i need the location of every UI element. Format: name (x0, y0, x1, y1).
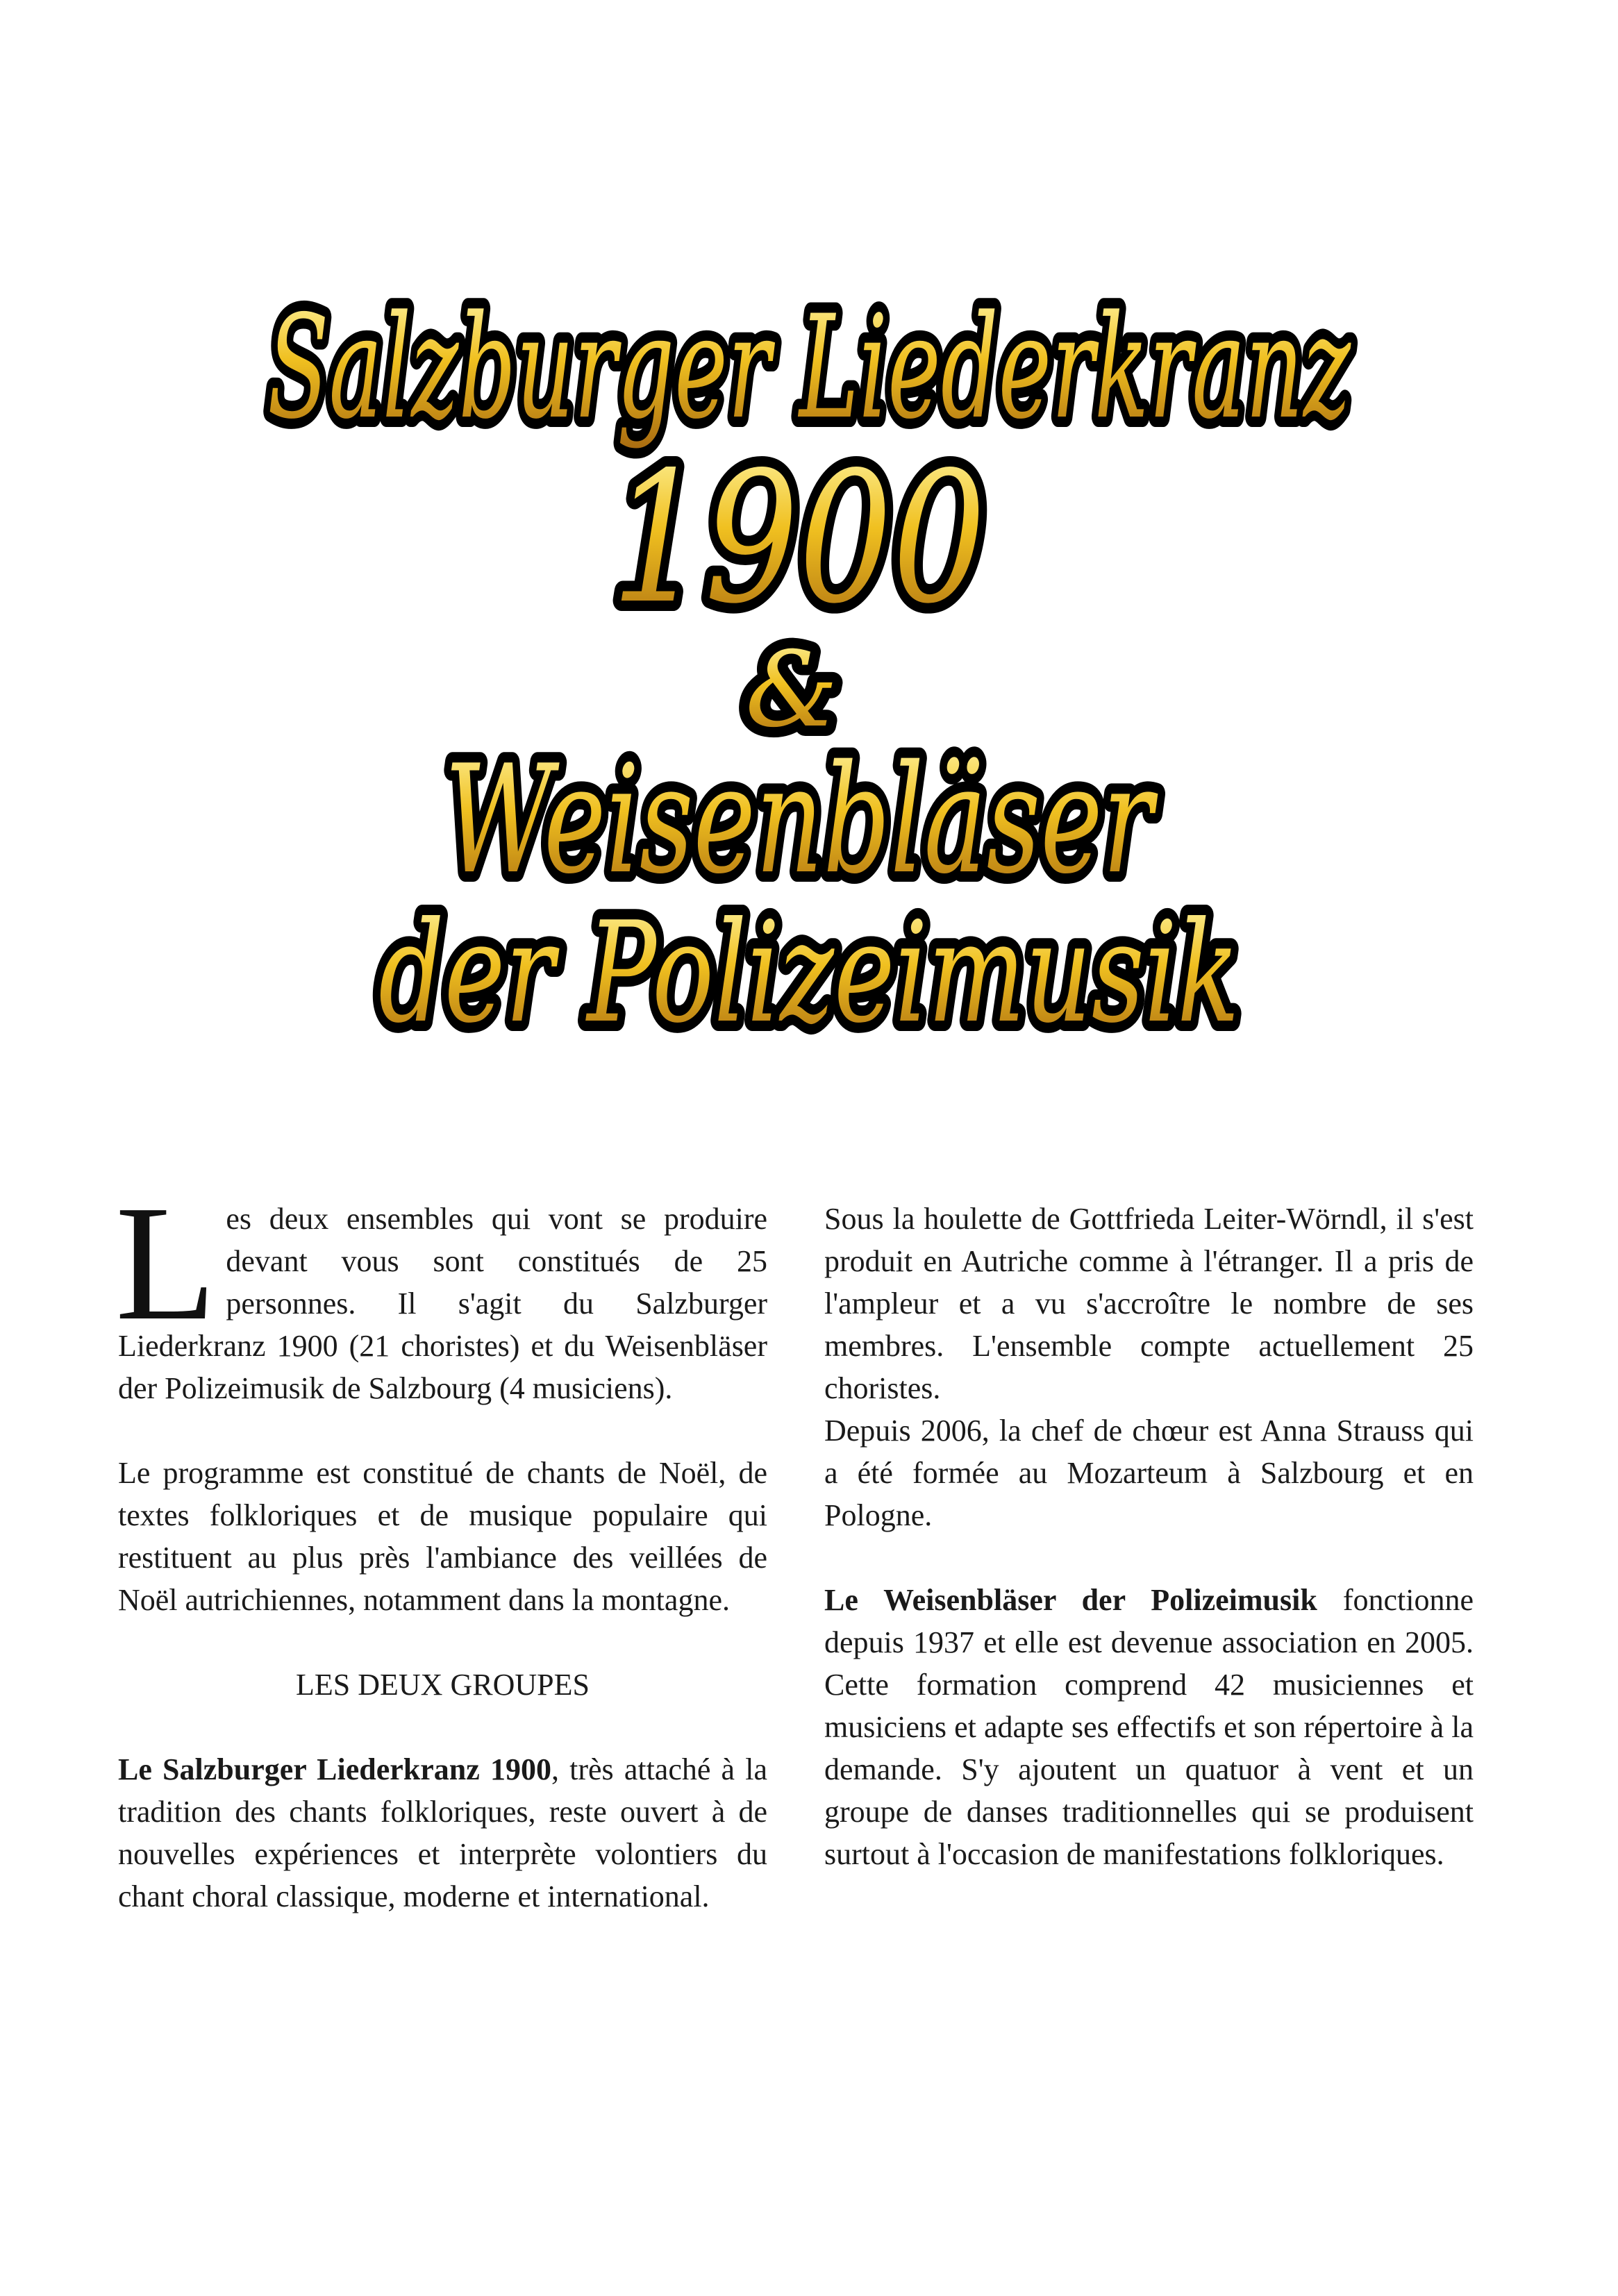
history-paragraph: Sous la houlette de Gottfrieda Leiter-Wörndl, il s'est produit en Autriche comme à l'étranger. Il a pris de l'ampleur et a vu s'accroître le nombre de ses membres. L'ensemble compte actuellement 25 choristes. (824, 1202, 1474, 1405)
choir-director-paragraph: Depuis 2006, la chef de chœur est Anna Strauss qui a été formée au Mozarteum à Salzbourg et en Pologne. (824, 1414, 1474, 1532)
right-column (824, 1198, 1474, 1875)
section-heading: LES DEUX GROUPES (296, 1668, 590, 1702)
logo-line-year: 1900 (611, 434, 986, 644)
logo-line-der-polizeimusik: der Polizeimusik (378, 892, 1240, 1054)
drop-cap: L (115, 1172, 217, 1355)
group2-name: Le Weisenbläser der Polizeimusik (824, 1583, 1317, 1617)
left-column (115, 1172, 767, 1918)
group1-paragraph (118, 1748, 767, 1918)
group1-text: , très attaché à la tradition des chants folkloriques, reste ouvert à de nouvelles expériences et interprète volontiers du chant choral classique, moderne et international. (118, 1752, 767, 1913)
logo-line-ampersand: & (745, 630, 838, 751)
programme-paragraph: Le programme est constitué de chants de Noël, de textes folkloriques et de musique populaire qui restituent au plus près l'ambiance des veillées de Noël autrichiennes, notamment dans la montagne. (118, 1456, 767, 1617)
logo-line-weisenblaser: Weisenbläser (444, 732, 1158, 907)
logo-line-salzburger-liederkranz: Salzburger Liederkranz (267, 285, 1351, 451)
intro-paragraph (115, 1172, 767, 1409)
group2-paragraph (824, 1579, 1474, 1875)
group1-name: Le Salzburger Liederkranz 1900 (118, 1752, 551, 1786)
group2-text: fonctionne depuis 1937 et elle est devenue association en 2005. Cette formation comprend 42 musiciennes et musiciens et adapte ses effectifs et son répertoire à la demande. S'y ajoutent un quatuor à vent et un groupe de danses traditionnelles qui se produisent surtout à l'occasion de manifestations folkloriques. (824, 1583, 1474, 1871)
intro-text: es deux ensembles qui vont se produire devant vous sont constitués de 25 personnes. Il s'agit du Salzburger Liederkranz 1900 (21 choristes) et du Weisenbläser der Polizeimusik de Salzbourg (4 musiciens). (118, 1202, 767, 1405)
